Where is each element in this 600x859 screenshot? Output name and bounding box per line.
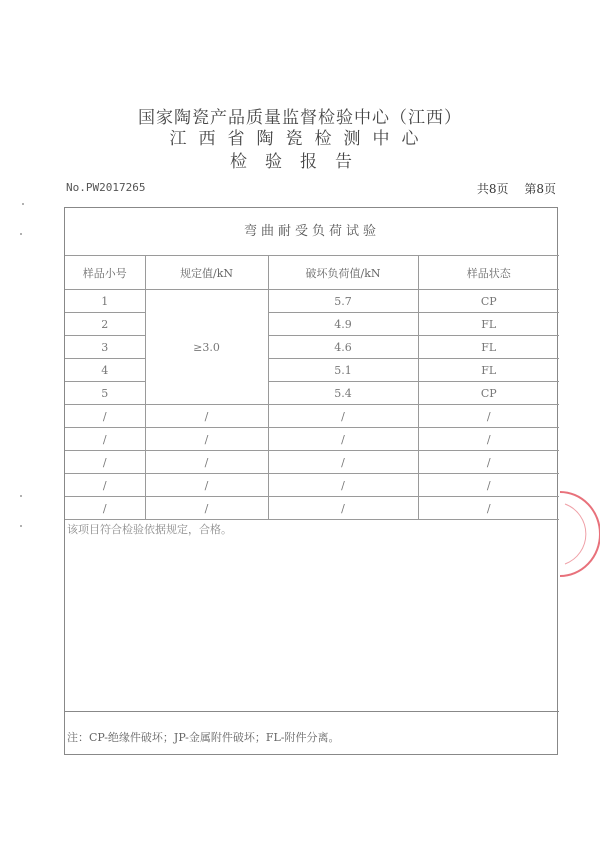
results-table	[65, 255, 559, 520]
empty-cell: /	[65, 497, 145, 520]
scan-speck	[20, 525, 22, 527]
scan-speck	[20, 495, 22, 497]
sample-status: FL	[418, 336, 559, 359]
empty-cell: /	[65, 451, 145, 474]
seal-arc	[556, 490, 600, 580]
table-header-row	[65, 256, 559, 290]
table-row	[65, 313, 559, 336]
center-name: 江西省陶瓷检测中心	[169, 129, 431, 149]
empty-cell: /	[145, 428, 268, 451]
note-text: 注：CP-绝缘件破坏；JP-金属附件破坏；FL-附件分离。	[67, 731, 340, 744]
scan-speck	[20, 233, 22, 235]
empty-cell: /	[268, 474, 418, 497]
failure-load: 5.4	[268, 382, 418, 405]
sample-no: 2	[65, 313, 145, 336]
failure-load: 5.7	[268, 290, 418, 313]
page-info	[465, 180, 556, 197]
sample-status: FL	[418, 313, 559, 336]
header-required-value: 规定值/kN	[145, 256, 268, 290]
empty-cell: /	[65, 405, 145, 428]
empty-cell: /	[145, 474, 268, 497]
empty-cell: /	[268, 497, 418, 520]
institution-name: 国家陶瓷产品质量监督检验中心（江西）	[138, 108, 462, 128]
sample-status: CP	[418, 290, 559, 313]
required-value: ≥3.0	[145, 290, 268, 405]
empty-cell: /	[268, 405, 418, 428]
table-row	[65, 336, 559, 359]
header-sample-status: 样品状态	[418, 256, 559, 290]
empty-cell: /	[268, 451, 418, 474]
table-row	[65, 359, 559, 382]
empty-row	[65, 451, 559, 474]
empty-row	[65, 428, 559, 451]
empty-cell: /	[418, 428, 559, 451]
report-frame	[64, 207, 558, 755]
failure-load: 5.1	[268, 359, 418, 382]
sample-no: 4	[65, 359, 145, 382]
empty-cell: /	[268, 428, 418, 451]
empty-cell: /	[418, 451, 559, 474]
header-sample-no: 样品小号	[65, 256, 145, 290]
table-row	[65, 290, 559, 313]
current-page: 第8页	[524, 182, 556, 196]
sample-no: 5	[65, 382, 145, 405]
note-divider	[65, 711, 559, 712]
failure-load: 4.6	[268, 336, 418, 359]
empty-cell: /	[65, 428, 145, 451]
empty-row	[65, 497, 559, 520]
empty-cell: /	[418, 497, 559, 520]
empty-cell: /	[145, 497, 268, 520]
table-row	[65, 382, 559, 405]
failure-load: 4.9	[268, 313, 418, 336]
empty-cell: /	[145, 405, 268, 428]
sample-no: 1	[65, 290, 145, 313]
sample-status: CP	[418, 382, 559, 405]
empty-cell: /	[418, 405, 559, 428]
sample-no: 3	[65, 336, 145, 359]
test-title: 弯曲耐受负荷试验	[243, 224, 380, 239]
scan-speck	[22, 203, 24, 205]
empty-row	[65, 474, 559, 497]
conclusion-text: 该项目符合检验依据规定，合格。	[67, 523, 232, 536]
header-failure-load: 破坏负荷值/kN	[268, 256, 418, 290]
red-seal-stamp	[556, 490, 600, 580]
report-number: No.PW2017265	[66, 181, 146, 194]
sample-status: FL	[418, 359, 559, 382]
empty-cell: /	[145, 451, 268, 474]
empty-cell: /	[418, 474, 559, 497]
total-pages: 共8页	[476, 182, 509, 196]
report-title: 检验报告	[230, 152, 370, 172]
empty-row	[65, 405, 559, 428]
empty-cell: /	[65, 474, 145, 497]
